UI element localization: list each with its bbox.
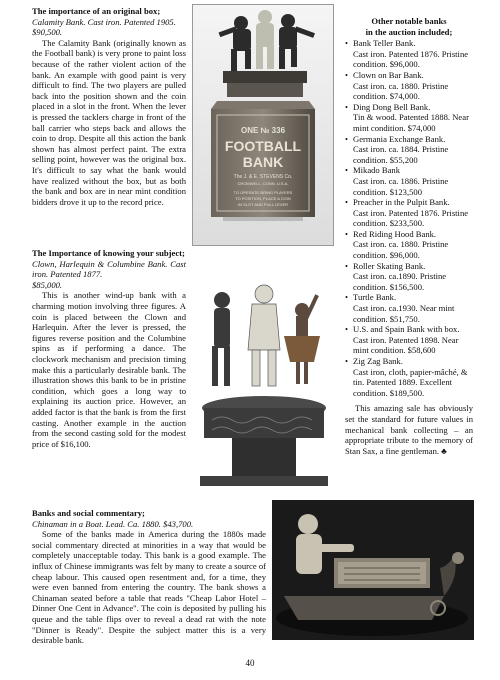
bank-detail: Cast iron, cloth, papier-mâché, & tin. Patented 1889. Excellent condition. $189,500. <box>353 366 468 398</box>
page-number: 40 <box>245 658 255 668</box>
bank-name: • Roller Skating Bank. <box>353 260 426 271</box>
sidebar-heading-line1: Other notable banks <box>371 16 447 26</box>
bank-list <box>345 38 473 398</box>
bank-name: • Clown on Bar Bank. <box>353 69 424 80</box>
box-label-location: CROMWELL, CONN. U.S.A. <box>237 181 289 186</box>
bank-name: • Turtle Bank. <box>353 292 397 303</box>
bank-name: • U.S. and Spain Bank with box. <box>353 324 460 335</box>
bank-list-item <box>345 165 473 197</box>
body-text: Some of the banks made in America during the 1880s made social commentary directed at minorities in a way that would be completely unacceptable today. This bank is a good example. The influx of Chinese immigrants was felt by many to create a source of cheap labour. This caused open resentment and, for a time, they were even banned from entering the country. The bank shows a Chinaman seated before a table that reads "Cheap Labor Hotel – Dinner One Cent in Advance". The coin is deposited by pulling his queue and the table flips over to reveal a dead rat with the note "Dinner is Ready". Despite the subject matter this is a very desirable bank. <box>32 529 266 646</box>
box-label-maker: The J. & E. STEVENS Co. <box>233 174 293 180</box>
body-text: The Calamity Bank (originally known as the Football bank) is very prone to paint loss because of the rather violent action of the bank. An example with good paint is very difficult to find. The two players are pulled back into the position shown and the coin placed in a slot in the front. When the lever is pressed the tacklers charge in front of the ball carrier who steps back and allows the coin to drop. Despite all this action the bank shown has almost perfect paint. The extra selling point, however was the original box. It's difficult to say what the bank would have realized without the box, but as both the bank and box are in near mint condition bidders drove it up to the record price. <box>32 37 186 207</box>
box-label-instruction-3: IN SLOT AND PULL LEVER <box>237 202 289 207</box>
box-label-subtitle: BANK <box>242 154 284 170</box>
bank-detail: Tin & wood. Patented 1888. Near mint condition. $74,000 <box>353 112 469 133</box>
other-notable-banks-sidebar <box>345 16 473 456</box>
closing-paragraph: This amazing sale has obviously set the standard for future values in mechanical bank collecting – an appropriate tribute to the memory of Stan Sax, a fine gentleman. ♣ <box>345 403 473 456</box>
box-label-instruction-2: TO POSITION, PLACE A COIN <box>235 196 291 201</box>
sidebar-heading-line2: in the auction included; <box>365 26 453 37</box>
bank-list-item <box>345 70 473 102</box>
box-label-instruction-1: TO OPERATE-BRING PLAYERS <box>233 190 293 195</box>
bank-list-item <box>345 102 473 134</box>
price: $85,000. <box>32 279 63 290</box>
bank-detail: Cast iron. ca.1890. Pristine condition. $156,500. <box>353 271 447 292</box>
section-heading: The Importance of knowing your subject; <box>32 248 185 258</box>
bank-list-item <box>345 229 473 261</box>
bank-list-item <box>345 292 473 324</box>
bank-name: • Bank Teller Bank. <box>353 38 416 49</box>
clown-harlequin-columbine-bank-photo <box>192 280 335 498</box>
caption: Calamity Bank. Cast iron. Patented 1905. <box>32 16 176 27</box>
bank-list-item <box>345 261 473 293</box>
bank-list-item <box>345 197 473 229</box>
box-label-title: FOOTBALL <box>224 138 302 154</box>
football-bank-photo <box>192 4 334 246</box>
box-label-number: ONE № 336 <box>240 126 286 135</box>
bank-detail: Cast iron. Patented 1898. Near mint condition. $58,600 <box>353 334 459 356</box>
body-text: This is another wind-up bank with a charming motion involving three figures. A coin is placed between the Clown and Harlequin. After the lever is pressed, the figures reverse position and the Columbine spins as if performing a dance. The clockwork mechanism and precision timing make this a particularly desirable bank. The illustration shows this bank to be in pristine condition, which goes a long way to explaining its auction price. However, an added factor is that the bank is from the first casting. Another example in the auction from the second casting sold for the modest price of $16,100. <box>32 290 186 449</box>
bank-detail: Cast iron. Patented 1876. Pristine condition. $233,500. <box>353 207 469 229</box>
section-social-commentary <box>32 508 266 646</box>
bank-name: • Zig Zag Bank. <box>353 356 403 366</box>
section-heading: Banks and social commentary; <box>32 508 145 518</box>
bank-detail: Cast iron. ca. 1880. Pristine condition. $96,000. <box>353 239 449 261</box>
bank-name: • Germania Exchange Bank. <box>353 133 446 144</box>
bank-name: • Ding Dong Bell Bank. <box>353 101 431 112</box>
section-importance-original-box <box>32 6 186 207</box>
bank-name: • Preacher in the Pulpit Bank. <box>353 197 450 208</box>
bank-name: • Mikado Bank <box>353 165 401 176</box>
chinaman-boat-illustration <box>272 500 474 640</box>
section-heading: The importance of an original box; <box>32 6 161 16</box>
chinaman-in-boat-bank-photo <box>272 500 474 640</box>
bank-list-item <box>345 356 473 398</box>
caption: Clown, Harlequin & Columbine Bank. Cast iron. Patented 1877. <box>32 258 186 280</box>
caption: Chinaman in a Boat. Lead. Ca. 1880. $43,700. <box>32 518 194 529</box>
football-bank-illustration <box>193 5 333 245</box>
bank-detail: Cast iron. ca. 1884. Pristine condition. $55,200 <box>353 144 449 165</box>
price: $90,500. <box>32 27 63 38</box>
clown-harlequin-illustration <box>192 280 335 498</box>
bank-list-item <box>345 38 473 70</box>
bank-detail: Cast iron. ca. 1886. Pristine condition. $123,500 <box>353 175 449 197</box>
bank-detail: Cast iron. ca.1930. Near mint condition. $51,750. <box>353 303 455 324</box>
bank-name: • Red Riding Hood Bank. <box>353 228 437 239</box>
bank-detail: Cast iron. Patented 1876. Pristine condition. $96,000. <box>353 48 469 70</box>
bank-detail: Cast iron. ca. 1880. Pristine condition. $74,000. <box>353 80 449 102</box>
bank-list-item <box>345 324 473 356</box>
section-knowing-subject <box>32 248 186 449</box>
bank-list-item <box>345 134 473 166</box>
